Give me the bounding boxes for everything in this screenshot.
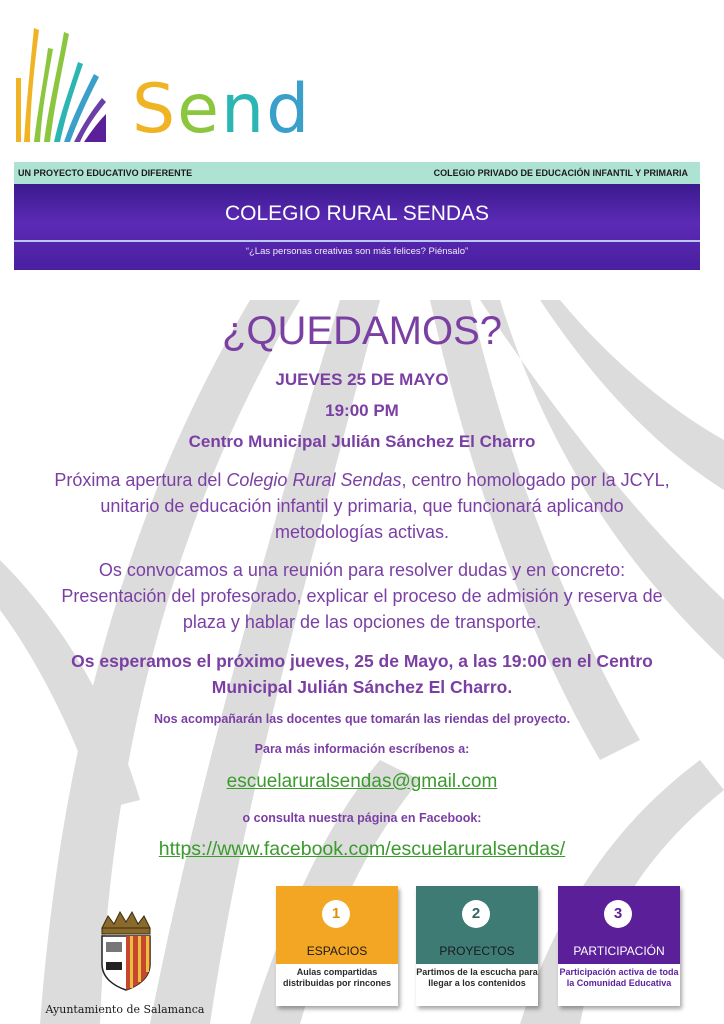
header-tagline-right: COLEGIO PRIVADO DE EDUCACIÓN INFANTIL Y PRIMARIA (433, 168, 688, 178)
school-quote: “¿Las personas creativas son más felices? Piénsalo” (245, 246, 469, 257)
contact-note: Para más información escríbenos a: (254, 742, 470, 756)
card-espacios (276, 886, 398, 1006)
band-divider (14, 240, 700, 242)
card-proyectos (416, 886, 538, 1006)
city-council-label: Ayuntamiento de Salamanca (45, 1003, 205, 1016)
card-label: PROYECTOS (439, 944, 515, 958)
salamanca-crest-icon (96, 906, 156, 996)
teachers-note: Nos acompañarán las docentes que tomarán las riendas del proyecto. (153, 712, 571, 726)
meeting-paragraph: Os convocamos a una reunión para resolver dudas y en concreto: Presentación del profesorado, explicar el proceso de admisión y reserva de plaza y hablar de las opciones de transporte. (61, 560, 663, 632)
card-label: PARTICIPACIÓN (573, 944, 665, 958)
card-description: Aulas compartidas distribuidas por rincones (276, 964, 398, 1006)
card-number: 1 (322, 900, 350, 928)
main-heading: ¿QUEDAMOS? (221, 309, 503, 353)
card-participacion (558, 886, 680, 1006)
facebook-note: o consulta nuestra página en Facebook: (242, 811, 482, 825)
logo-grass-icon (14, 18, 124, 148)
card-number: 2 (462, 900, 490, 928)
card-description: Partimos de la escucha para llegar a los contenidos (416, 964, 538, 1006)
card-number: 3 (604, 900, 632, 928)
event-venue: Centro Municipal Julián Sánchez El Charro (188, 432, 536, 451)
intro-paragraph (48, 467, 676, 545)
card-label: ESPACIOS (306, 944, 368, 958)
intro-text-post: , centro homologado por la JCYL, unitario de educación infantil y primaria, que funcionará aplicando metodologías activas. (100, 470, 670, 542)
logo-letter: d (266, 70, 312, 149)
sendas-logo (14, 18, 354, 148)
header-tagline-left: UN PROYECTO EDUCATIVO DIFERENTE (18, 168, 193, 178)
event-time: 19:00 PM (325, 401, 399, 420)
facebook-link[interactable]: https://www.facebook.com/escuelaruralsendas/ (158, 838, 566, 860)
email-link[interactable]: escuelaruralsendas@gmail.com (226, 771, 498, 792)
logo-letter: n (221, 70, 267, 149)
invite-paragraph: Os esperamos el próximo jueves, 25 de Mayo, a las 19:00 en el Centro Municipal Julián Sánchez El Charro. (71, 651, 653, 697)
intro-text-school: Colegio Rural Sendas (226, 470, 402, 490)
header-strip (14, 162, 700, 184)
title-band (14, 184, 700, 270)
logo-letter: e (177, 70, 222, 149)
card-description: Participación activa de toda la Comunidad Educativa (558, 964, 680, 1006)
school-title: COLEGIO RURAL SENDAS (224, 202, 490, 225)
intro-text-pre: Próxima apertura del (54, 470, 227, 490)
logo-letter: S (132, 70, 178, 149)
event-date: JUEVES 25 DE MAYO (275, 370, 449, 389)
